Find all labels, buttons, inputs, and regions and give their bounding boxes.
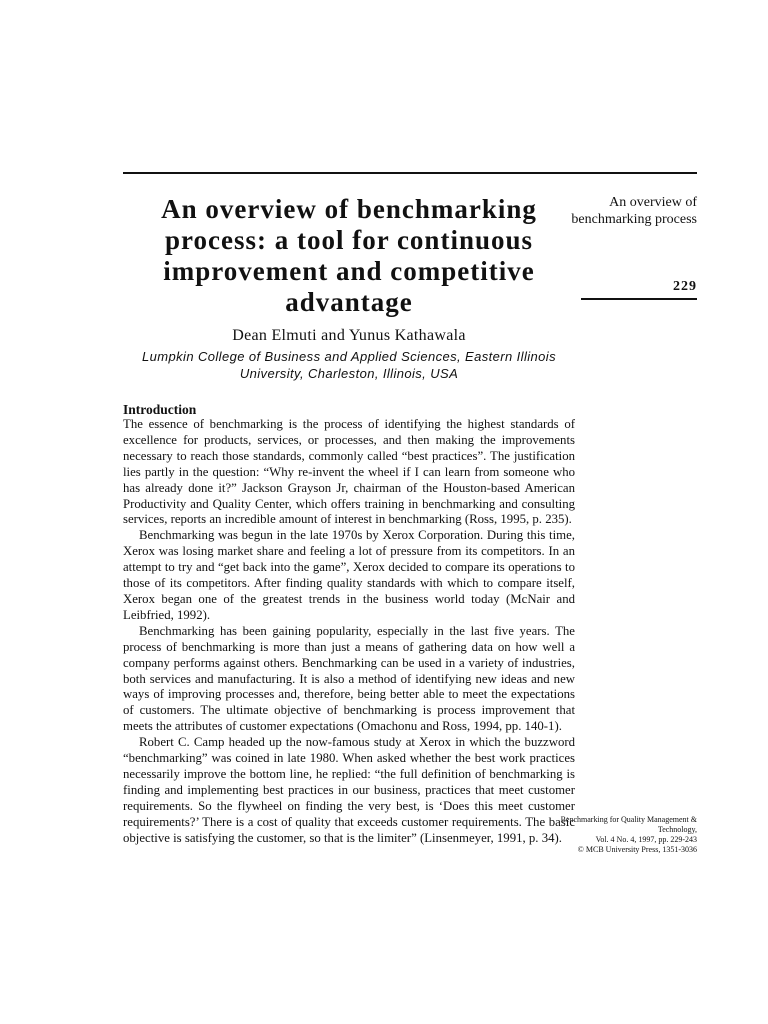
- top-rule: [123, 172, 697, 174]
- journal-info: [547, 815, 697, 855]
- article-title: An overview of benchmarking process: a tool for continuous improvement and competitive advantage: [161, 194, 537, 317]
- running-head: An overview of benchmarking process: [571, 195, 697, 227]
- article-authors: Dean Elmuti and Yunus Kathawala: [232, 327, 466, 344]
- journal-volume: Vol. 4 No. 4, 1997, pp. 229-243: [595, 835, 697, 844]
- sidebar-rule: [581, 298, 697, 300]
- journal-copyright: © MCB University Press, 1351-3036: [577, 845, 697, 854]
- body-paragraph: The essence of benchmarking is the process of identifying the highest standards of excellence for products, services, or processes, and then making the improvements necessary to reach those standards, commonly called “best practices”. The justification lies partly in the question: “Why re-invent the wheel if I can learn from someone who has already done it?” Jackson Grayson Jr, chairman of the Houston-based American Productivity and Quality Center, which offers training in benchmarking and consulting services, reports an incredible amount of interest in benchmarking (Ross, 1995, p. 235).: [123, 417, 575, 527]
- body-paragraph: Benchmarking has been gaining popularity, especially in the last five years. The process of benchmarking is more than just a means of gathering data on how well a company performs against others. Benchmarking can be used in a variety of industries, both services and manufacturing. It is also a method of identifying new ideas and new ways of improving processes and, therefore, being better able to meet the expectations of customers. The ultimate objective of benchmarking is process improvement that meets the attributes of customer expectations (Omachonu and Ross, 1994, pp. 140-1).: [123, 623, 575, 734]
- section-heading: Introduction: [123, 402, 197, 417]
- body-paragraph: Benchmarking was begun in the late 1970s by Xerox Corporation. During this time, Xerox was losing market share and feeling a lot of pressure from its competitors. In an attempt to try and “get back into the game”, Xerox decided to compare its operations to those of its competitors. After finding quality standards with which to compare itself, Xerox began one of the greatest trends in the business world today (McNair and Leibfried, 1992).: [123, 528, 575, 622]
- body-paragraph: Robert C. Camp headed up the now-famous study at Xerox in which the buzzword “benchmarking” was coined in late 1980. When asked whether the best work practices necessarily improve the bottom line, he replied: “the full definition of benchmarking is finding and implementing best practices in our business, practices that meet customer requirements. So the flywheel on finding the very best, is ‘Does this meet customer requirements?’ There is a cost of quality that exceeds customer requirements. The basic objective is satisfying the customer, so that is the limiter” (Linsenmeyer, 1991, p. 34).: [123, 735, 575, 845]
- author-affiliation: Lumpkin College of Business and Applied Sciences, Eastern Illinois University, Charleston, Illinois, USA: [142, 349, 556, 381]
- main-column: [123, 194, 575, 846]
- page-number: 229: [673, 279, 697, 294]
- journal-name: Benchmarking for Quality Management & Technology,: [560, 815, 697, 834]
